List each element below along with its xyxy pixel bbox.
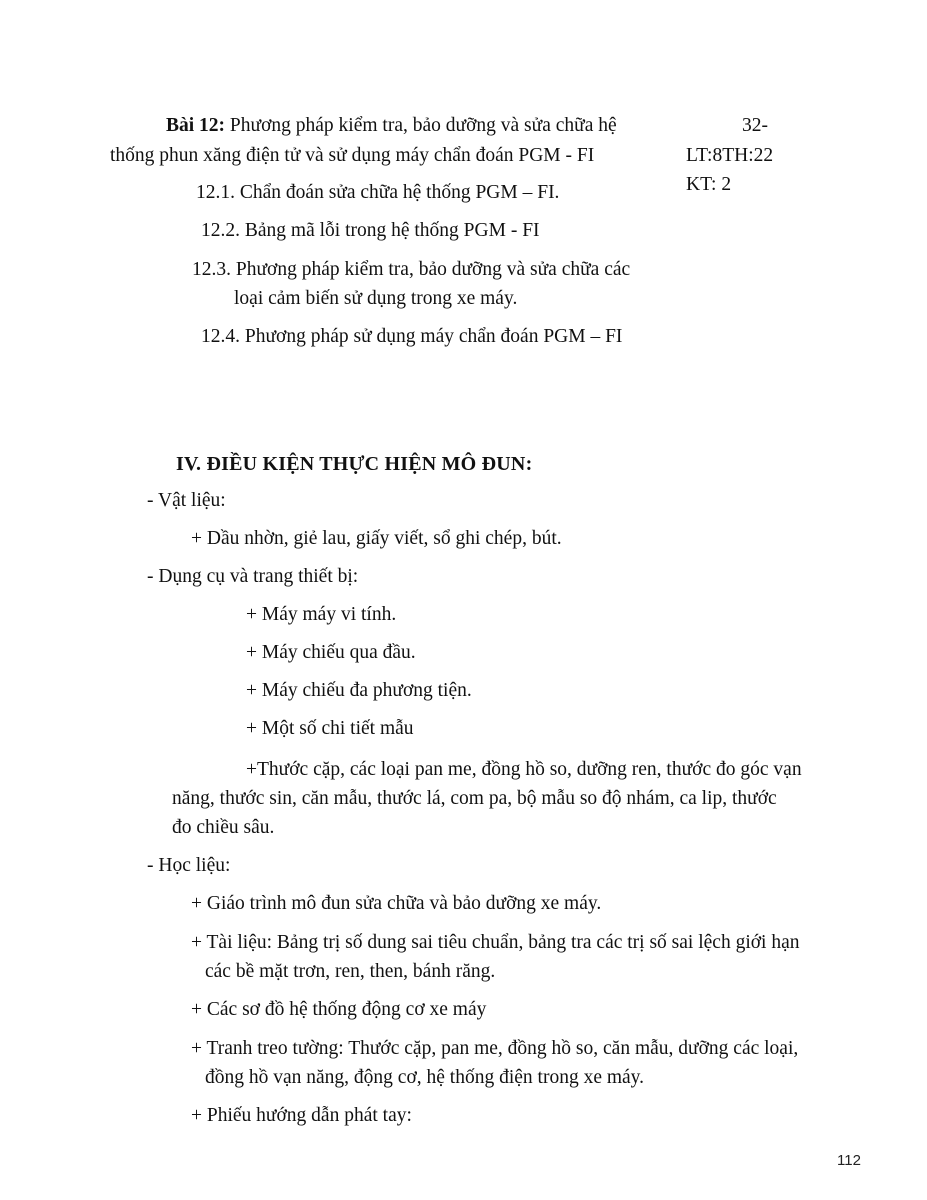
tools-line2: năng, thước sin, căn mẫu, thước lá, com pa, bộ mẫu so độ nhám, ca lip, thước [172, 788, 777, 809]
subsection-12-1: 12.1. Chẩn đoán sửa chữa hệ thống PGM – FI. [196, 182, 560, 203]
learning-materials-label: - Học liệu: [147, 855, 231, 876]
page-number: 112 [837, 1152, 861, 1169]
learning-item: + Tài liệu: Bảng trị số dung sai tiêu chuẩn, bảng tra các trị số sai lệch giới hạn [191, 932, 800, 953]
lesson-title-text: Phương pháp kiểm tra, bảo dưỡng và sửa chữa hệ [225, 115, 617, 136]
learning-item-continuation: các bề mặt trơn, ren, then, bánh răng. [205, 961, 496, 982]
learning-item: + Phiếu hướng dẫn phát tay: [191, 1105, 412, 1126]
equipment-item: + Máy máy vi tính. [246, 604, 397, 625]
subsection-12-3: 12.3. Phương pháp kiểm tra, bảo dưỡng và sửa chữa các [192, 259, 631, 280]
lesson-title-line2: thống phun xăng điện tử và sử dụng máy chẩn đoán PGM - FI [110, 145, 595, 166]
hours-lt-th: LT:8TH:22 [686, 145, 774, 166]
lesson-label: Bài 12: [166, 115, 226, 136]
equipment-item: + Máy chiếu đa phương tiện. [246, 680, 472, 701]
tools-line1: +Thước cặp, các loại pan me, đồng hồ so, dưỡng ren, thước đo góc vạn [246, 759, 802, 780]
materials-item: + Dầu nhờn, giẻ lau, giấy viết, sổ ghi chép, bút. [191, 528, 562, 549]
section-heading: IV. ĐIỀU KIỆN THỰC HIỆN MÔ ĐUN: [176, 453, 533, 475]
equipment-item: + Máy chiếu qua đầu. [246, 642, 416, 663]
hours-total: 32- [742, 115, 768, 136]
equipment-item: + Một số chi tiết mẫu [246, 718, 414, 739]
tools-line3: đo chiều sâu. [172, 817, 275, 838]
learning-item: + Giáo trình mô đun sửa chữa và bảo dưỡng xe máy. [191, 893, 602, 914]
learning-item: + Tranh treo tường: Thước cặp, pan me, đồng hồ so, căn mẫu, dưỡng các loại, [191, 1038, 799, 1059]
subsection-12-2: 12.2. Bảng mã lỗi trong hệ thống PGM - FI [201, 220, 540, 241]
learning-item-continuation: đồng hồ vạn năng, động cơ, hệ thống điện trong xe máy. [205, 1067, 645, 1088]
hours-kt: KT: 2 [686, 174, 732, 195]
equipment-label: - Dụng cụ và trang thiết bị: [147, 566, 359, 587]
subsection-12-4: 12.4. Phương pháp sử dụng máy chẩn đoán PGM – FI [201, 326, 623, 347]
materials-label: - Vật liệu: [147, 490, 226, 511]
subsection-12-3-continuation: loại cảm biến sử dụng trong xe máy. [234, 288, 518, 309]
lesson-title-line1 [166, 116, 617, 136]
learning-item: + Các sơ đồ hệ thống động cơ xe máy [191, 999, 487, 1020]
